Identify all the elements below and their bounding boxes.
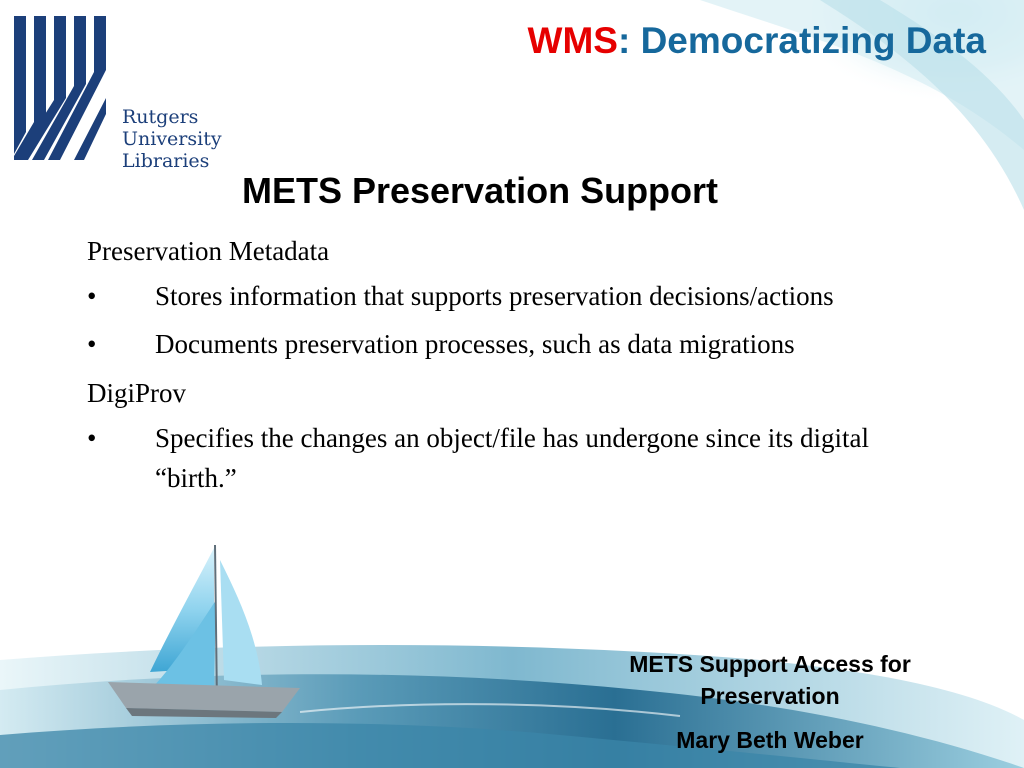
- slide-body: [87, 228, 947, 506]
- bullet-item: [87, 324, 947, 364]
- sailboat-illustration: [108, 545, 300, 718]
- logo-wordmark: [122, 106, 222, 172]
- footer-title-line-1: METS Support Access for: [629, 651, 911, 677]
- title-rest: : Democratizing Data: [617, 20, 986, 61]
- bullet-item: [87, 418, 947, 498]
- slide-footer: [560, 648, 980, 756]
- rutgers-stripes-logo-icon: [14, 14, 109, 162]
- bullet-text: Specifies the changes an object/file has undergone since its digital “birth.”: [155, 423, 870, 493]
- bullet-symbol: •: [87, 281, 97, 311]
- logo-line-libraries: Libraries: [122, 150, 210, 172]
- footer-title-line-2: Preservation: [700, 683, 840, 709]
- bullet-item: [87, 276, 947, 316]
- footer-author: Mary Beth Weber: [676, 727, 864, 753]
- section-heading-preservation-metadata: Preservation Metadata: [87, 236, 330, 266]
- slide-title: METS Preservation Support: [241, 170, 719, 211]
- bullet-text: Stores information that supports preservation decisions/actions: [155, 281, 834, 311]
- logo-line-rutgers: Rutgers: [122, 106, 199, 128]
- bullet-symbol: •: [87, 329, 97, 359]
- bullet-symbol: •: [87, 423, 97, 453]
- section-heading-digiprov: DigiProv: [87, 378, 187, 408]
- slide-header-title: [528, 20, 986, 62]
- title-highlight: WMS: [527, 20, 618, 61]
- rutgers-logo: [14, 14, 222, 172]
- logo-line-university: University: [122, 128, 222, 150]
- bullet-text: Documents preservation processes, such as data migrations: [155, 329, 795, 359]
